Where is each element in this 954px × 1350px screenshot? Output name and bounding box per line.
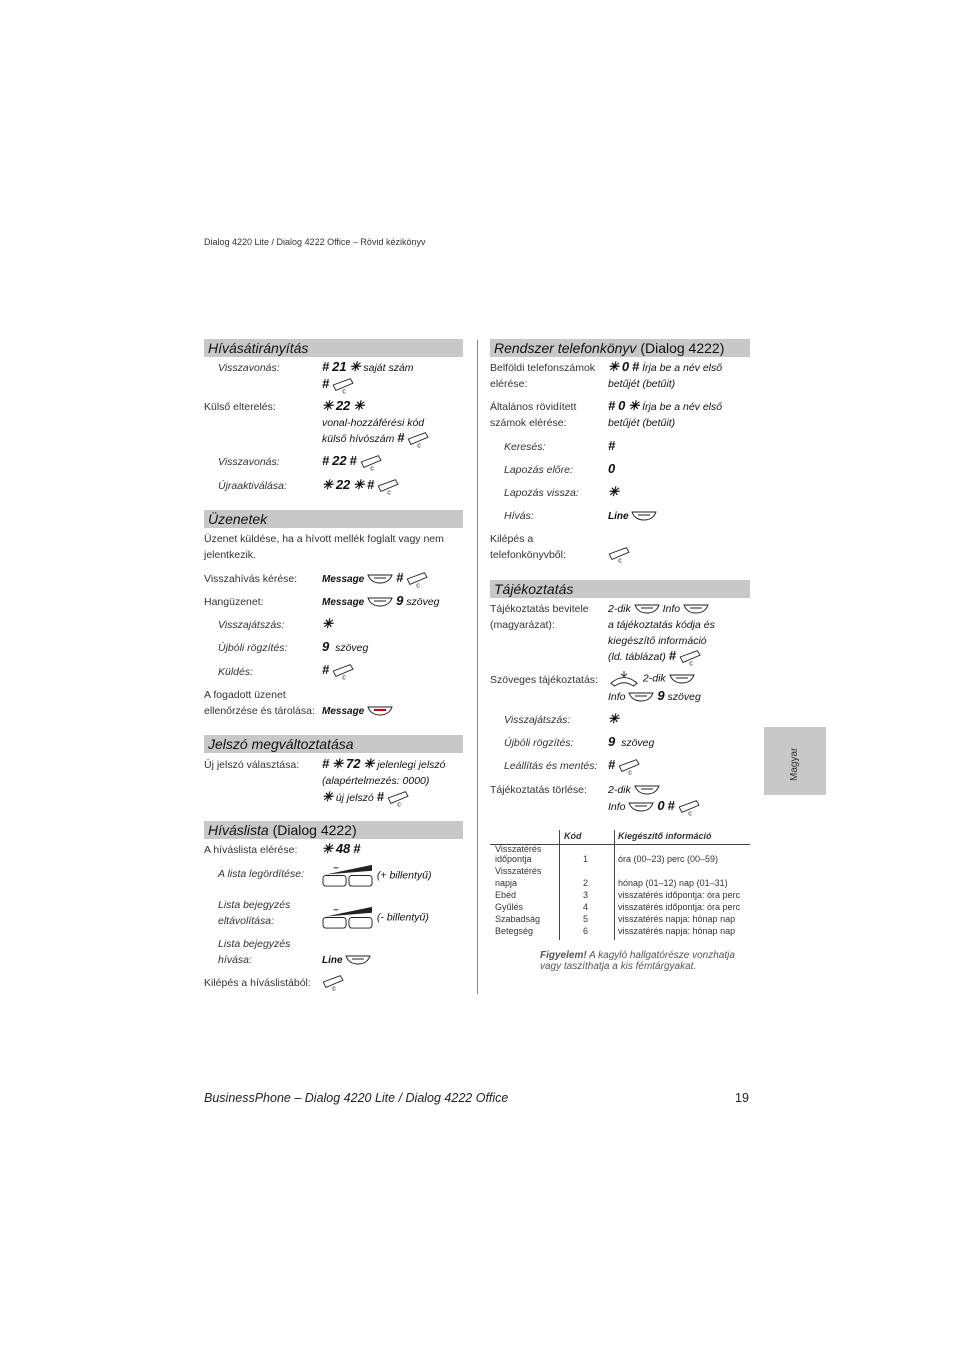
row-value: Info 9 szöveg: [608, 688, 701, 703]
section-heading-call-forwarding: Hívásátirányítás: [204, 339, 463, 357]
row-value: [322, 703, 393, 720]
clear-key-icon: [618, 757, 642, 775]
row-label: Hívás:: [504, 510, 534, 522]
row-label: Visszajátszás:: [504, 714, 571, 726]
soft-key-red-icon: [367, 705, 393, 717]
row-label: hívása:: [218, 954, 252, 966]
row-label: ellenőrzése és tárolása:: [204, 705, 315, 717]
row-label: Újbóli rögzítés:: [218, 642, 288, 654]
clear-key-icon: [407, 430, 431, 448]
clear-key-icon: [679, 648, 703, 666]
hash-key: #: [322, 359, 330, 374]
hash-key: #: [367, 477, 375, 492]
row-label: Belföldi telefonszámok: [490, 362, 596, 374]
row-label: Leállítás és mentés:: [504, 760, 598, 772]
row-value: [608, 711, 619, 728]
row-label: Tájékoztatás törlése:: [490, 784, 587, 796]
hash-key: #: [397, 430, 405, 445]
message-key: Message: [322, 597, 365, 608]
row-value: 9 szöveg: [322, 639, 369, 654]
line-key: Line: [608, 511, 629, 522]
table-cell: visszatérés napja: hónap nap: [618, 914, 736, 924]
row-value: [322, 398, 364, 415]
clear-key-icon: [360, 453, 384, 471]
digit-keys: 72: [345, 756, 361, 771]
note-bold: Figyelem!: [540, 950, 587, 961]
row-label: A fogadott üzenet: [204, 689, 286, 701]
row-label: telefonkönyvből:: [490, 549, 566, 561]
star-key: ✳: [322, 616, 333, 631]
row-label: Keresés:: [504, 441, 546, 453]
section-heading-messages: Üzenetek: [204, 510, 463, 528]
row-value: # ✳ 72 ✳ jelenlegi jelszó: [322, 756, 446, 771]
hash-key: #: [667, 798, 675, 813]
clear-key-icon: [387, 789, 411, 807]
soft-key-icon: [669, 673, 695, 685]
digit-keys: 22: [335, 477, 351, 492]
soft-key-icon: [628, 691, 654, 703]
row-value: 2-dik Info: [608, 601, 709, 617]
star-key: ✳: [353, 477, 365, 492]
star-key: ✳: [608, 359, 619, 374]
hash-key: #: [322, 376, 330, 391]
row-value: [322, 662, 356, 680]
row-label: Hangüzenet:: [204, 596, 264, 608]
row-value: [322, 570, 430, 588]
table-cell: 6: [583, 926, 589, 936]
row-label: Tájékoztatás bevitele: [490, 603, 589, 615]
star-key: ✳: [608, 484, 619, 499]
soft-key-icon: [631, 510, 657, 522]
digit-keys: 48: [335, 841, 351, 856]
star-key: ✳: [363, 756, 375, 771]
table-cell: időpontja: [495, 854, 532, 864]
clear-key-icon: [377, 477, 401, 495]
row-value: 2-dik: [608, 670, 695, 687]
star-key: ✳: [628, 398, 640, 413]
row-value: # 21 ✳ saját szám: [322, 359, 414, 374]
table-cell: visszatérés napja: hónap nap: [618, 926, 736, 936]
intro-text: Üzenet küldése, ha a hívott mellék foglalt vagy nem: [204, 533, 444, 545]
row-label: Új jelszó választása:: [204, 759, 300, 771]
row-value: vonal-hozzáférési kód: [322, 417, 425, 429]
row-label: Visszahívás kérése:: [204, 573, 298, 585]
section-heading-call-list: Híváslista (Dialog 4222): [204, 821, 463, 839]
digit-keys: 21: [332, 359, 347, 374]
soft-key-icon: [634, 603, 660, 615]
hash-key: #: [608, 757, 616, 772]
hash-key: #: [376, 789, 384, 804]
handset-lift-icon: [608, 670, 640, 687]
row-value: (alapértelmezés: 0000): [322, 775, 430, 787]
row-label: számok elérése:: [490, 417, 567, 429]
star-key: ✳: [608, 711, 619, 726]
intro-text: jelentkezik.: [204, 549, 256, 561]
row-value: Message 9 szöveg: [322, 593, 440, 608]
table-cell: óra (00–23) perc (00–59): [618, 854, 719, 864]
row-label: Lapozás vissza:: [504, 487, 579, 499]
row-value: 2-dik: [608, 782, 660, 798]
table-cell: Ebéd: [495, 890, 517, 900]
row-label: Visszavonás:: [218, 362, 280, 374]
star-key: ✳: [322, 398, 333, 413]
row-label: A lista legördítése:: [218, 868, 304, 880]
language-tab[interactable]: [764, 727, 826, 795]
hash-key: #: [608, 438, 616, 453]
table-cell: Visszatérés: [495, 844, 542, 854]
message-key: Message: [322, 706, 365, 717]
row-value: (+ billentyű): [322, 863, 432, 888]
hash-key: #: [349, 453, 357, 468]
page-header: Dialog 4220 Lite / Dialog 4222 Office – Rövid kézikönyv: [204, 237, 426, 247]
row-label: Lista bejegyzés: [218, 899, 291, 911]
column-divider: [477, 340, 478, 994]
row-value: [322, 973, 346, 991]
soft-key-icon: [683, 603, 709, 615]
row-value: [608, 757, 642, 775]
table-cell: Gyűlés: [495, 902, 524, 912]
row-value: külső hívószám #: [322, 430, 431, 448]
clear-key-icon: [608, 545, 632, 563]
volume-keys-icon: [322, 863, 374, 888]
hash-key: #: [322, 662, 330, 677]
row-value: [608, 484, 619, 501]
row-value: ✳ 0 # Írja be a név első: [608, 359, 723, 374]
row-value: [322, 376, 356, 394]
row-label: Szöveges tájékoztatás:: [490, 674, 598, 686]
table-cell: visszatérés időpontja: óra perc: [618, 890, 741, 900]
digit-keys: 22: [332, 453, 347, 468]
section-heading-password: Jelszó megváltoztatása: [204, 735, 463, 753]
row-value: [322, 841, 360, 858]
row-label: Visszavonás:: [218, 456, 280, 468]
star-key: ✳: [353, 398, 365, 413]
clear-key-icon: [678, 798, 702, 816]
info-code-table: [490, 830, 750, 940]
row-label: Lista bejegyzés: [218, 938, 291, 950]
row-value: [608, 508, 657, 525]
table-cell: visszatérés időpontja: óra perc: [618, 902, 741, 912]
star-key: ✳: [332, 756, 344, 771]
row-label: (magyarázat):: [490, 619, 555, 631]
row-label: Újbóli rögzítés:: [504, 737, 574, 749]
soft-key-icon: [628, 801, 654, 813]
hash-key: #: [322, 453, 330, 468]
row-value: ✳ új jelszó #: [322, 789, 411, 807]
row-value: Info 0 #: [608, 798, 702, 816]
hash-key: #: [322, 756, 330, 771]
soft-key-icon: [367, 573, 393, 585]
row-label: eltávolítása:: [218, 915, 275, 927]
table-cell: hónap (01–12) nap (01–31): [618, 878, 728, 888]
clear-key-icon: [322, 973, 346, 991]
table-header-info: Kiegészítő információ: [618, 831, 712, 841]
hash-key: #: [608, 398, 616, 413]
soft-key-icon: [345, 954, 371, 966]
hash-key: #: [396, 570, 404, 585]
row-label: A híváslista elérése:: [204, 844, 298, 856]
star-key: ✳: [349, 359, 361, 374]
message-key: Message: [322, 574, 365, 585]
star-key: ✳: [322, 477, 333, 492]
table-cell: Visszatérés: [495, 866, 542, 876]
section-heading-phonebook: Rendszer telefonkönyv (Dialog 4222): [490, 339, 750, 357]
row-label: Lapozás előre:: [504, 464, 573, 476]
row-value: a tájékoztatás kódja és: [608, 619, 715, 631]
clear-key-icon: [332, 662, 356, 680]
row-label: Kilépés a: [490, 533, 534, 545]
table-cell: 2: [583, 878, 589, 888]
row-label: Kilépés a híváslistából:: [204, 977, 311, 989]
row-value: [322, 453, 384, 471]
section-heading-info: Tájékoztatás: [490, 580, 750, 598]
clear-key-icon: [406, 570, 430, 588]
row-label: Visszajátszás:: [218, 619, 285, 631]
row-label: Újraaktiválása:: [218, 480, 287, 492]
row-value: [322, 616, 333, 633]
soft-key-icon: [367, 596, 393, 608]
language-tab-label: Magyar: [789, 747, 800, 781]
hash-key: #: [353, 841, 361, 856]
row-label: elérése:: [490, 378, 528, 390]
row-value: 0: [608, 461, 616, 476]
soft-key-icon: [634, 784, 660, 796]
hash-key: #: [668, 648, 676, 663]
row-value: kiegészítő információ: [608, 635, 707, 647]
star-key: ✳: [322, 841, 333, 856]
table-cell: 4: [583, 902, 589, 912]
row-value: [322, 477, 401, 495]
row-label: Külső elterelés:: [204, 401, 276, 413]
hash-key: #: [631, 359, 640, 374]
row-value: (ld. táblázat) #: [608, 648, 703, 666]
footer-title: BusinessPhone – Dialog 4220 Lite / Dialog 4222 Office: [204, 1091, 509, 1105]
row-value: [608, 438, 615, 455]
clear-key-icon: [332, 376, 356, 394]
table-cell: napja: [495, 878, 518, 888]
table-cell: 1: [583, 854, 589, 864]
row-value: betűjét (betűit): [608, 417, 676, 429]
line-key: Line: [322, 955, 343, 966]
row-value: betűjét (betűit): [608, 378, 676, 390]
row-label: Küldés:: [218, 666, 254, 678]
table-cell: 3: [583, 890, 589, 900]
digit-keys: 22: [335, 398, 351, 413]
row-label: Általános rövidített: [490, 401, 577, 413]
star-key: ✳: [322, 789, 333, 804]
table-cell: 5: [583, 914, 589, 924]
row-value: [322, 952, 371, 969]
row-value: 9 szöveg: [608, 734, 655, 749]
warning-note: Figyelem! A kagyló hallgatórésze vonzhatja vagy taszíthatja a kis fémtárgyakat.: [540, 950, 735, 972]
page-number: 19: [735, 1091, 749, 1105]
table-header-code: Kód: [564, 831, 582, 841]
row-value: (- billentyű): [322, 905, 429, 930]
row-value: [608, 545, 632, 563]
volume-keys-icon: [322, 905, 374, 930]
table-cell: Betegség: [495, 926, 534, 936]
row-value: # 0 ✳ Írja be a név első: [608, 398, 723, 413]
table-cell: Szabadság: [495, 914, 541, 924]
